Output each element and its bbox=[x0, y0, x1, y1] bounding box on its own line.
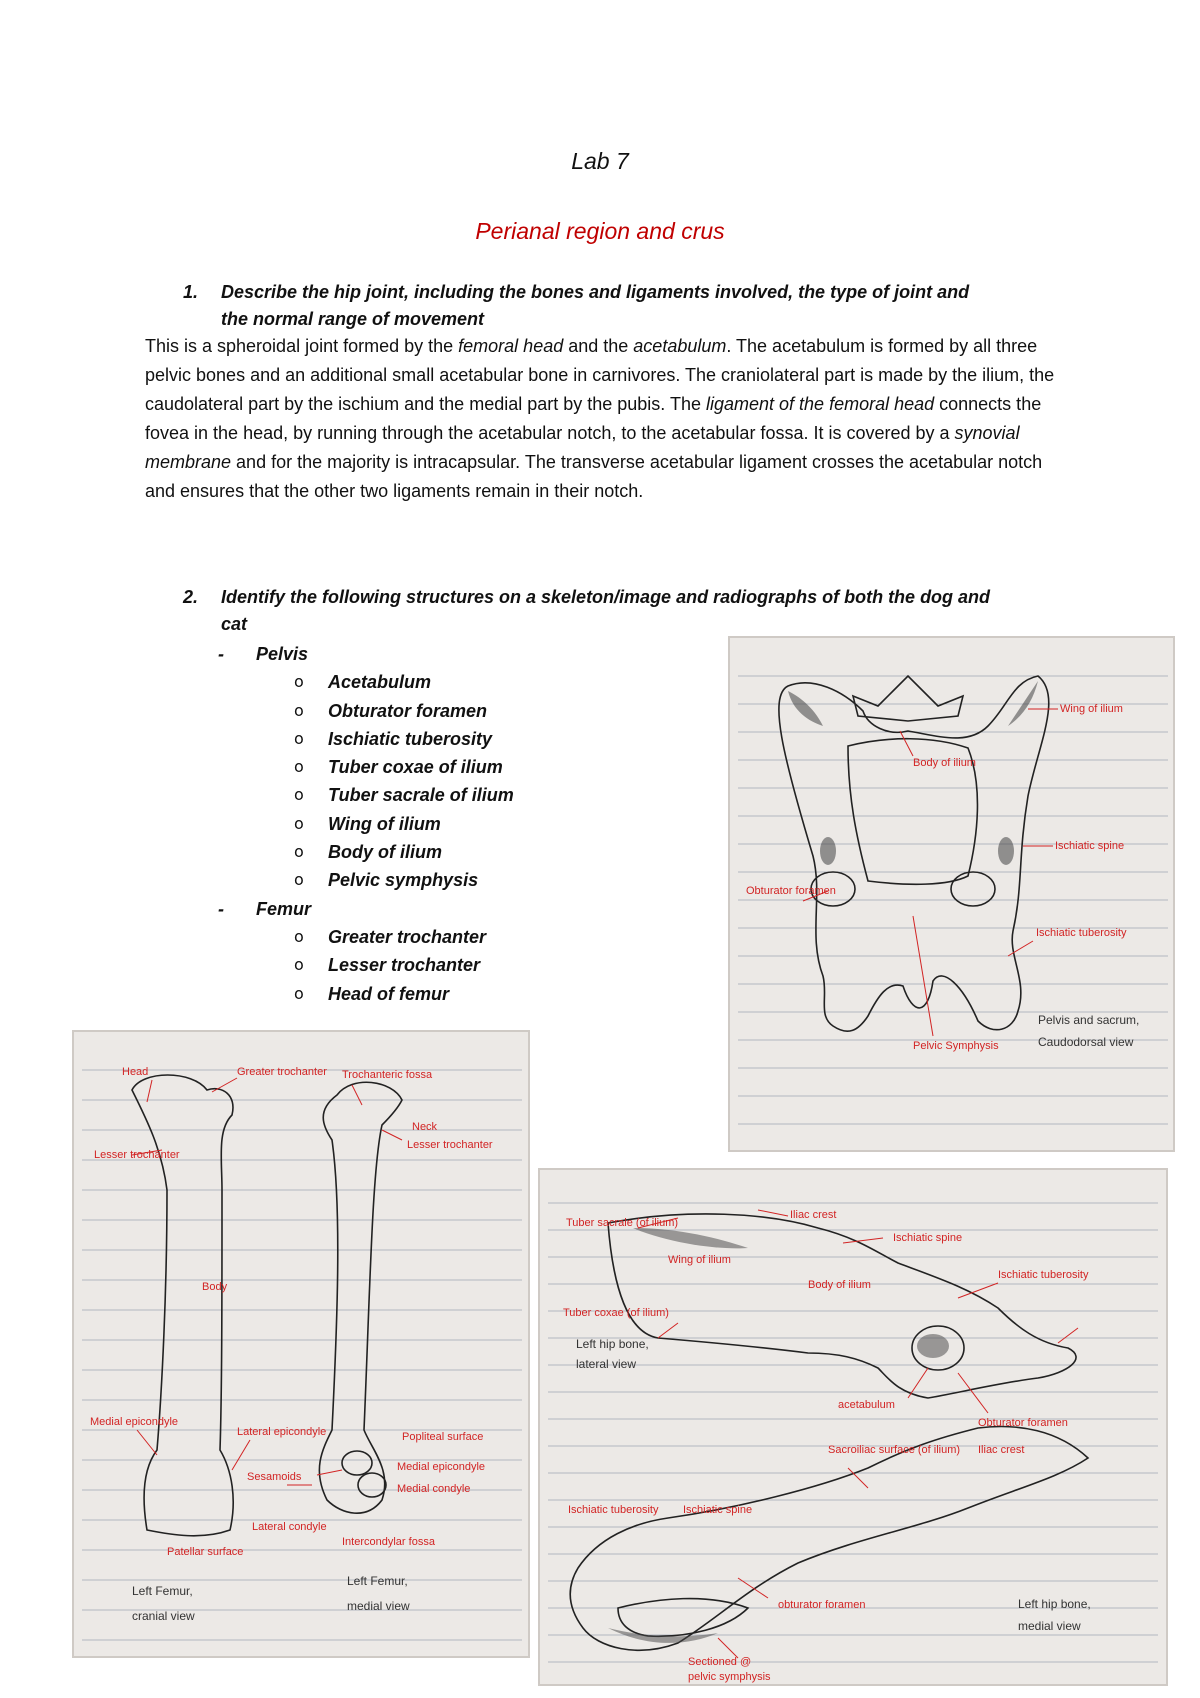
list-item-label: Wing of ilium bbox=[328, 813, 441, 834]
bullet-marker: o bbox=[294, 813, 304, 833]
label-tuber-sacrale: Tuber sacrale (of ilium) bbox=[566, 1217, 679, 1229]
question-1 bbox=[183, 279, 970, 333]
label-acetabulum: acetabulum bbox=[838, 1399, 895, 1411]
caption-pelvis-1: Pelvis and sacrum, bbox=[1038, 1013, 1140, 1027]
label-sectioned-2: pelvic symphysis bbox=[688, 1671, 771, 1683]
label-obturator-foramen: Obturator foramen bbox=[746, 885, 836, 897]
question-2-line-1: Identify the following structures on a skeleton/image and radiographs of both the dog and bbox=[221, 587, 991, 607]
label-obturator-foramen-2: obturator foramen bbox=[778, 1599, 866, 1611]
caption-pelvis-2: Caudodorsal view bbox=[1038, 1035, 1134, 1049]
label-popliteal-surface: Popliteal surface bbox=[402, 1431, 484, 1443]
question-2-number: 2. bbox=[183, 587, 199, 607]
label-sectioned-1: Sectioned @ bbox=[688, 1656, 752, 1668]
label-lesser-trochanter-right: Lesser trochanter bbox=[407, 1139, 493, 1151]
dash-marker: - bbox=[218, 644, 224, 664]
label-iliac-crest-2: Iliac crest bbox=[978, 1444, 1025, 1456]
bullet-marker: o bbox=[294, 983, 304, 1003]
list-item-label: Tuber sacrale of ilium bbox=[328, 785, 514, 806]
list-item bbox=[218, 923, 738, 951]
answer-text: and for the majority is intracapsular. The transverse acetabular ligament crosses the acetabular notch and ensures that the other two ligaments remain in their notch. bbox=[145, 452, 1043, 501]
label-sacroiliac-surface: Sacroiliac surface (of ilium) bbox=[828, 1444, 961, 1456]
list-item bbox=[218, 668, 738, 696]
label-neck: Neck bbox=[412, 1121, 438, 1133]
structure-list bbox=[218, 640, 738, 1008]
label-medial-epicondyle-2: Medial epicondyle bbox=[397, 1461, 486, 1473]
list-item bbox=[218, 725, 738, 753]
list-item bbox=[218, 753, 738, 781]
caption-hip-lateral-2: lateral view bbox=[576, 1357, 637, 1371]
list-item bbox=[218, 697, 738, 725]
list-item-label: Pelvic symphysis bbox=[328, 870, 479, 891]
label-wing-of-ilium: Wing of ilium bbox=[1060, 703, 1123, 715]
femur-drawing-photo bbox=[72, 1030, 530, 1658]
list-item bbox=[218, 980, 738, 1008]
list-item bbox=[218, 895, 738, 923]
list-item-label: Tuber coxae of ilium bbox=[328, 757, 503, 778]
caption-femur-cranial-1: Left Femur, bbox=[132, 1584, 193, 1598]
answer-text: . The acetabulum is formed by all three pelvic bones and an additional small acetabular bone in carnivores. The craniolateral part is made by the ilium, the caudolateral part by the ischium and the medial part by the pubis. The bbox=[145, 336, 1055, 414]
hip-bone-drawing bbox=[538, 1168, 1168, 1686]
bullet-marker: o bbox=[294, 955, 304, 975]
question-1-line-2: the normal range of movement bbox=[221, 309, 485, 329]
pelvis-drawing-photo bbox=[728, 636, 1175, 1152]
label-iliac-crest: Iliac crest bbox=[790, 1209, 837, 1221]
label-lesser-trochanter-left: Lesser trochanter bbox=[94, 1149, 180, 1161]
bullet-marker: o bbox=[294, 700, 304, 720]
question-2-line-2: cat bbox=[221, 614, 248, 634]
bullet-marker: o bbox=[294, 757, 304, 777]
label-ischiatic-spine: Ischiatic spine bbox=[893, 1232, 963, 1244]
label-obturator-foramen: Obturator foramen bbox=[978, 1417, 1068, 1429]
label-ischiatic-spine: Ischiatic spine bbox=[1055, 840, 1125, 852]
list-item-label: Body of ilium bbox=[328, 842, 442, 863]
bullet-marker: o bbox=[294, 728, 304, 748]
list-item-label: Ischiatic tuberosity bbox=[328, 728, 493, 749]
answer-term: femoral head bbox=[458, 336, 564, 356]
label-ischiatic-tuberosity: Ischiatic tuberosity bbox=[1036, 927, 1127, 939]
label-trochanteric-fossa: Trochanteric fossa bbox=[342, 1069, 433, 1081]
question-1-line-1: Describe the hip joint, including the bones and ligaments involved, the type of joint and bbox=[221, 282, 970, 302]
label-lateral-condyle: Lateral condyle bbox=[252, 1521, 327, 1533]
bullet-marker: o bbox=[294, 672, 304, 692]
bullet-marker: o bbox=[294, 926, 304, 946]
bullet-marker: o bbox=[294, 870, 304, 890]
hip-bone-drawing-photo bbox=[538, 1168, 1168, 1686]
pelvis-heading: Pelvis bbox=[256, 644, 309, 664]
list-item bbox=[218, 810, 738, 838]
bullet-marker: o bbox=[294, 842, 304, 862]
femur-outline bbox=[132, 1075, 402, 1536]
list-item bbox=[218, 640, 738, 668]
label-ischiatic-tuberosity: Ischiatic tuberosity bbox=[998, 1269, 1089, 1281]
femur-drawing bbox=[72, 1030, 530, 1658]
caption-hip-lateral-1: Left hip bone, bbox=[576, 1337, 649, 1351]
dash-marker: - bbox=[218, 898, 224, 919]
list-item-label: Obturator foramen bbox=[328, 700, 488, 721]
answer-1-paragraph bbox=[145, 332, 1070, 506]
list-item-label: Lesser trochanter bbox=[328, 955, 481, 976]
list-item-label: Greater trochanter bbox=[328, 926, 487, 947]
label-ischiatic-tuberosity-2: Ischiatic tuberosity bbox=[568, 1504, 659, 1516]
label-lateral-epicondyle: Lateral epicondyle bbox=[237, 1426, 327, 1438]
label-ischiatic-spine-2: Ischiatic spine bbox=[683, 1504, 753, 1516]
list-item bbox=[218, 866, 738, 894]
label-pelvic-symphysis: Pelvic Symphysis bbox=[913, 1040, 999, 1052]
label-medial-condyle: Medial condyle bbox=[397, 1483, 471, 1495]
list-item bbox=[218, 838, 738, 866]
answer-text: connects the fovea in the head, by running through the acetabular notch, to the acetabular fossa. It is covered by a bbox=[145, 394, 1042, 443]
answer-text: This is a spheroidal joint formed by the bbox=[145, 336, 459, 356]
label-patellar-surface: Patellar surface bbox=[167, 1546, 244, 1558]
femur-heading: Femur bbox=[256, 898, 312, 919]
label-body: Body bbox=[202, 1281, 228, 1293]
label-head: Head bbox=[122, 1066, 149, 1078]
label-intercondylar-fossa: Intercondylar fossa bbox=[342, 1536, 435, 1548]
bullet-marker: o bbox=[294, 785, 304, 805]
document-subtitle: Perianal region and crus bbox=[475, 218, 725, 244]
label-body-of-ilium: Body of ilium bbox=[808, 1279, 871, 1291]
document-title: Lab 7 bbox=[571, 148, 629, 174]
answer-term: ligament of the femoral head bbox=[706, 394, 935, 414]
caption-hip-medial-2: medial view bbox=[1018, 1619, 1081, 1633]
list-item bbox=[218, 951, 738, 979]
caption-hip-medial-1: Left hip bone, bbox=[1018, 1597, 1091, 1611]
answer-term: synovial membrane bbox=[145, 423, 1020, 472]
list-item-label: Head of femur bbox=[328, 983, 450, 1004]
list-item bbox=[218, 781, 738, 809]
label-wing-of-ilium: Wing of ilium bbox=[668, 1254, 731, 1266]
label-sesamoids: Sesamoids bbox=[247, 1471, 302, 1483]
label-medial-epicondyle: Medial epicondyle bbox=[90, 1416, 179, 1428]
label-body-of-ilium: Body of ilium bbox=[913, 757, 976, 769]
caption-femur-medial-1: Left Femur, bbox=[347, 1574, 408, 1588]
pelvis-drawing bbox=[728, 636, 1175, 1152]
answer-term: acetabulum bbox=[633, 336, 727, 356]
answer-text: and the bbox=[563, 336, 634, 356]
question-2 bbox=[183, 584, 991, 638]
question-1-number: 1. bbox=[183, 282, 199, 302]
label-tuber-coxae: Tuber coxae (of ilium) bbox=[563, 1307, 669, 1319]
caption-femur-cranial-2: cranial view bbox=[132, 1609, 195, 1623]
list-item-label: Acetabulum bbox=[328, 672, 432, 693]
caption-femur-medial-2: medial view bbox=[347, 1599, 410, 1613]
label-greater-trochanter: Greater trochanter bbox=[237, 1066, 327, 1078]
